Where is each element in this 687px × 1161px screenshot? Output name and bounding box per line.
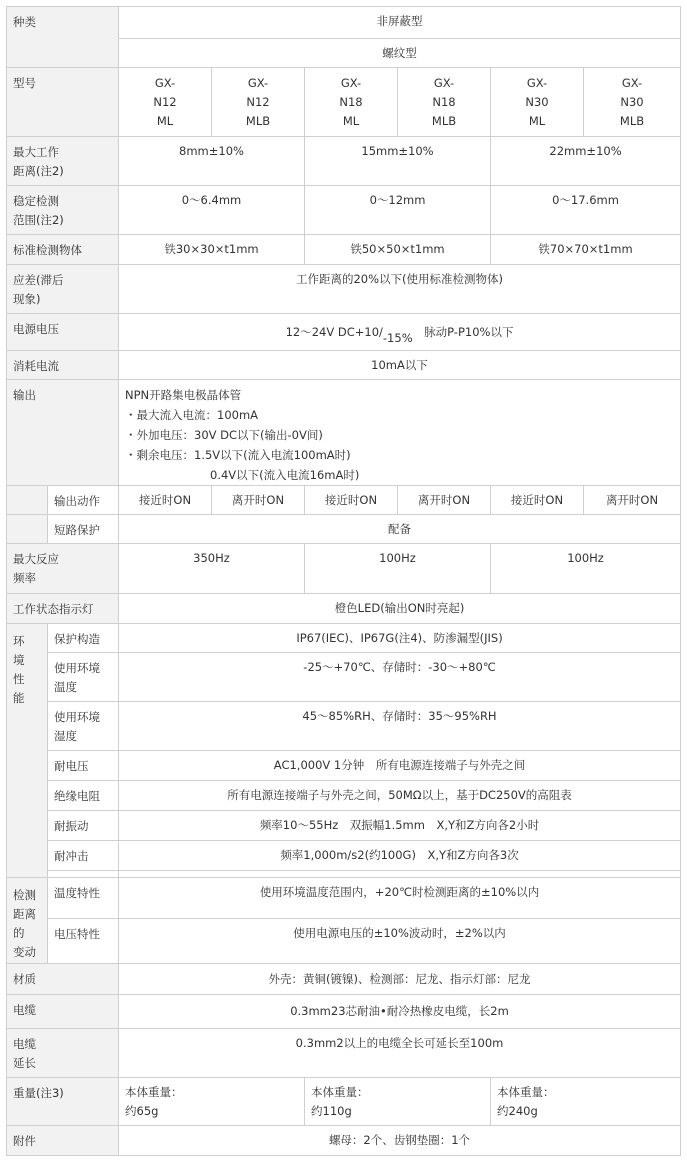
max-distance-value: 8mm±10% (119, 137, 305, 186)
row-accessory (7, 1126, 681, 1156)
env-spacer-cell (48, 871, 119, 878)
row-temp-characteristic (7, 878, 681, 919)
output-label: 输出 (7, 380, 119, 486)
shock-value: 频率1,000m/s2(约100G) X,Y和Z方向各3次 (119, 841, 681, 871)
model-cell: GX- N12 ML (119, 68, 212, 137)
spec-table (6, 6, 681, 1156)
short-protect-label: 短路保护 (48, 515, 119, 544)
output-action-label: 输出动作 (48, 486, 119, 515)
cable-ext-label: 电缆 延长 (7, 1029, 119, 1078)
cable-label: 电缆 (7, 995, 119, 1029)
volt-char-value: 使用电源电压的±10%波动时，±2%以内 (119, 919, 681, 964)
weight-value: 本体重量： 约240g (491, 1078, 681, 1126)
output-sub-spacer (7, 515, 48, 544)
model-cell: GX- N30 MLB (584, 68, 681, 137)
row-consumption (7, 351, 681, 380)
output-sub-spacer (7, 486, 48, 515)
weight-label: 重量(注3) (7, 1078, 119, 1126)
max-freq-value: 100Hz (491, 544, 681, 594)
cable-ext-value: 0.3mm2以上的电缆全长可延长至100m (119, 1029, 681, 1078)
output-action-value: 接近时ON (119, 486, 212, 515)
row-protection (7, 624, 681, 653)
row-hysteresis (7, 265, 681, 314)
model-label: 型号 (7, 68, 119, 137)
max-freq-value: 350Hz (119, 544, 305, 594)
weight-value: 本体重量： 约65g (119, 1078, 305, 1126)
max-freq-value: 100Hz (305, 544, 491, 594)
vibration-value: 频率10～55Hz 双振幅1.5mm X,Y和Z方向各2小时 (119, 811, 681, 841)
temperature-value: -25～+70℃、存储时：-30～+80℃ (119, 653, 681, 702)
row-indicator (7, 594, 681, 624)
material-label: 材质 (7, 964, 119, 995)
row-supply (7, 314, 681, 351)
hysteresis-value: 工作距离的20%以下(使用标准检测物体) (119, 265, 681, 314)
material-value: 外壳：黄铜(镀镍)、检测部：尼龙、指示灯部：尼龙 (119, 964, 681, 995)
max-distance-value: 15mm±10% (305, 137, 491, 186)
variation-label: 检测 距离 的 变动 (7, 878, 48, 964)
row-shock (7, 841, 681, 871)
voltage-withstand-label: 耐电压 (48, 751, 119, 781)
row-humidity (7, 702, 681, 751)
row-output-action (7, 486, 681, 515)
temp-char-label: 温度特性 (48, 878, 119, 919)
output-action-value: 接近时ON (305, 486, 398, 515)
insulation-label: 绝缘电阻 (48, 781, 119, 811)
env-spacer-cell (119, 871, 681, 878)
row-output (7, 380, 681, 486)
volt-char-label: 电压特性 (48, 919, 119, 964)
consumption-value: 10mA以下 (119, 351, 681, 380)
voltage-withstand-value: AC1,000V 1分钟 所有电源连接端子与外壳之间 (119, 751, 681, 781)
row-standard-object (7, 235, 681, 265)
model-cell: GX- N12 MLB (212, 68, 305, 137)
stable-range-label: 稳定检测 范围(注2) (7, 186, 119, 235)
temperature-label: 使用环境 温度 (48, 653, 119, 702)
output-action-value: 离开时ON (584, 486, 681, 515)
output-value: NPN开路集电极晶体管 ・最大流入电流：100mA ・外加电压：30V DC以下(输出-0V间) ・剩余电压：1.5V以下(流入电流100mA时) 0.4V以下(流入电流16mA时) (119, 380, 681, 486)
humidity-value: 45～85%RH、存储时：35～95%RH (119, 702, 681, 751)
accessory-label: 附件 (7, 1126, 119, 1156)
type-label: 种类 (7, 7, 119, 68)
cable-value: 0.3mm23芯耐油•耐冷热橡皮电缆，长2m (119, 995, 681, 1029)
model-cell: GX- N18 MLB (398, 68, 491, 137)
row-temperature (7, 653, 681, 702)
std-object-label: 标准检测物体 (7, 235, 119, 265)
max-distance-value: 22mm±10% (491, 137, 681, 186)
model-cell: GX- N18 ML (305, 68, 398, 137)
max-distance-label: 最大工作 距离(注2) (7, 137, 119, 186)
hysteresis-label: 应差(滞后 现象) (7, 265, 119, 314)
row-env-spacer (7, 871, 681, 878)
max-freq-label: 最大反应 频率 (7, 544, 119, 594)
std-object-value: 铁50×50×t1mm (305, 235, 491, 265)
row-volt-characteristic (7, 919, 681, 964)
humidity-label: 使用环境 湿度 (48, 702, 119, 751)
row-vibration (7, 811, 681, 841)
stable-range-value: 0～17.6mm (491, 186, 681, 235)
row-voltage-withstand (7, 751, 681, 781)
row-short-protect (7, 515, 681, 544)
std-object-value: 铁70×70×t1mm (491, 235, 681, 265)
stable-range-value: 0～12mm (305, 186, 491, 235)
model-cell: GX- N30 ML (491, 68, 584, 137)
thread-value: 螺纹型 (119, 39, 681, 68)
row-insulation (7, 781, 681, 811)
supply-value: 12～24V DC+10/-15% 脉动P-P10%以下 (119, 314, 681, 351)
output-action-value: 离开时ON (212, 486, 305, 515)
row-stable-range (7, 186, 681, 235)
indicator-label: 工作状态指示灯 (7, 594, 119, 624)
consumption-label: 消耗电流 (7, 351, 119, 380)
row-model (7, 68, 681, 137)
std-object-value: 铁30×30×t1mm (119, 235, 305, 265)
short-protect-value: 配备 (119, 515, 681, 544)
protection-value: IP67(IEC)、IP67G(注4)、防渗漏型(JIS) (119, 624, 681, 653)
stable-range-value: 0～6.4mm (119, 186, 305, 235)
row-type (7, 7, 681, 39)
indicator-value: 橙色LED(输出ON时亮起) (119, 594, 681, 624)
row-max-frequency (7, 544, 681, 594)
row-weight (7, 1078, 681, 1126)
row-material (7, 964, 681, 995)
insulation-value: 所有电源连接端子与外壳之间，50MΩ以上，基于DC250V的高阻表 (119, 781, 681, 811)
weight-value: 本体重量： 约110g (305, 1078, 491, 1126)
output-action-value: 离开时ON (398, 486, 491, 515)
vibration-label: 耐振动 (48, 811, 119, 841)
type-value: 非屏蔽型 (119, 7, 681, 39)
row-cable (7, 995, 681, 1029)
output-action-value: 接近时ON (491, 486, 584, 515)
env-label: 环 境 性 能 (7, 624, 48, 878)
shock-label: 耐冲击 (48, 841, 119, 871)
temp-char-value: 使用环境温度范围内，+20℃时检测距离的±10%以内 (119, 878, 681, 919)
row-cable-extension (7, 1029, 681, 1078)
supply-label: 电源电压 (7, 314, 119, 351)
protection-label: 保护构造 (48, 624, 119, 653)
row-max-distance (7, 137, 681, 186)
accessory-value: 螺母：2个、齿钢垫圈：1个 (119, 1126, 681, 1156)
